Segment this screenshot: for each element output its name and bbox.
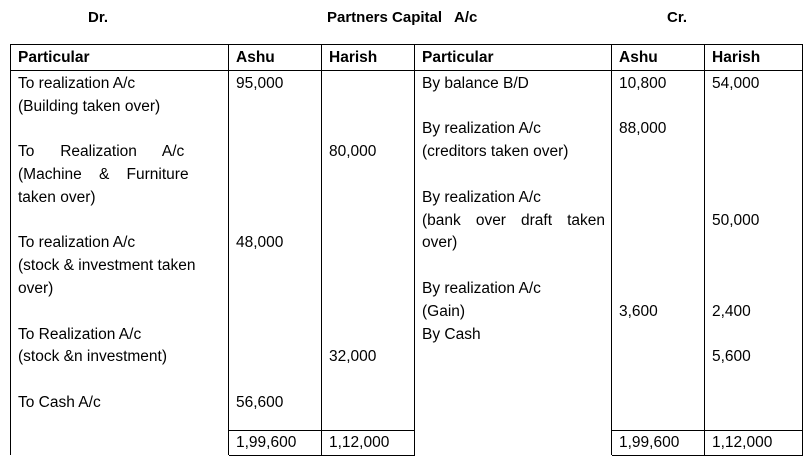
debit-entry-3-line-2: (stock & investment taken [18, 257, 196, 275]
total-debit-harish: 1,12,000 [322, 430, 415, 455]
debit-harish-2: 80,000 [329, 143, 377, 161]
credit-harish-3: 50,000 [712, 211, 760, 229]
account-title: Partners Capital A/c [327, 9, 478, 26]
ledger-body-row [11, 70, 803, 430]
credit-ashu-amounts [612, 70, 705, 430]
credit-harish-1: 54,000 [712, 74, 760, 92]
credit-ashu-1: 10,800 [619, 74, 667, 92]
credit-entry-3-line-1: By realization A/c [422, 188, 541, 206]
debit-entry-3-line-3: over) [18, 279, 54, 297]
credit-ashu-4: 3,600 [619, 302, 658, 320]
credit-entry-1-line-1: By balance B/D [422, 74, 529, 92]
credit-entry-3-line-2: (bank over draft taken [422, 211, 605, 229]
debit-entry-5-line-1: To Cash A/c [18, 393, 101, 411]
credit-harish-cash: 5,600 [712, 348, 751, 366]
debit-ashu-amounts [229, 70, 322, 430]
debit-label: Dr. [88, 9, 109, 26]
header-debit-harish: Harish [322, 45, 415, 71]
debit-entry-1-line-1: To realization A/c [18, 74, 136, 92]
credit-entry-4-line-2: (Gain) [422, 302, 466, 320]
credit-harish-amounts [705, 70, 803, 430]
debit-particulars [11, 70, 229, 430]
totals-row [11, 430, 803, 455]
debit-entry-2-line-1: To Realization A/c [18, 143, 185, 161]
totals-credit-blank [415, 430, 612, 455]
totals-debit-blank [11, 430, 229, 455]
credit-particulars [415, 70, 612, 430]
debit-harish-4: 32,000 [329, 348, 377, 366]
header-credit-particular: Particular [415, 45, 612, 71]
credit-entry-2-line-1: By realization A/c [422, 120, 541, 138]
debit-entry-4-line-1: To Realization A/c [18, 325, 142, 343]
credit-ashu-2: 88,000 [619, 120, 667, 138]
header-debit-particular: Particular [11, 45, 229, 71]
credit-entry-3-line-3: over) [422, 234, 458, 252]
credit-harish-4: 2,400 [712, 302, 751, 320]
debit-entry-4-line-2: (stock &n investment) [18, 348, 168, 366]
debit-entry-2-line-3: taken over) [18, 188, 96, 206]
total-credit-ashu: 1,99,600 [612, 430, 705, 455]
column-header-row [11, 45, 803, 71]
credit-entry-5-line-1: By Cash [422, 325, 481, 343]
credit-entry-4-line-1: By realization A/c [422, 279, 541, 297]
credit-label: Cr. [667, 9, 688, 26]
credit-entry-2-line-2: (creditors taken over) [422, 143, 569, 161]
debit-entry-1-line-2: (Building taken over) [18, 97, 161, 115]
debit-ashu-3: 48,000 [236, 234, 284, 252]
debit-harish-amounts [322, 70, 415, 430]
total-credit-harish: 1,12,000 [705, 430, 803, 455]
debit-entry-3-line-1: To realization A/c [18, 234, 136, 252]
header-credit-ashu: Ashu [612, 45, 705, 71]
header-credit-harish: Harish [705, 45, 803, 71]
debit-ashu-1: 95,000 [236, 74, 284, 92]
partners-capital-ledger [10, 44, 803, 456]
debit-ashu-5: 56,600 [236, 393, 284, 411]
header-debit-ashu: Ashu [229, 45, 322, 71]
total-debit-ashu: 1,99,600 [229, 430, 322, 455]
debit-entry-2-line-2: (Machine & Furniture [18, 165, 189, 183]
